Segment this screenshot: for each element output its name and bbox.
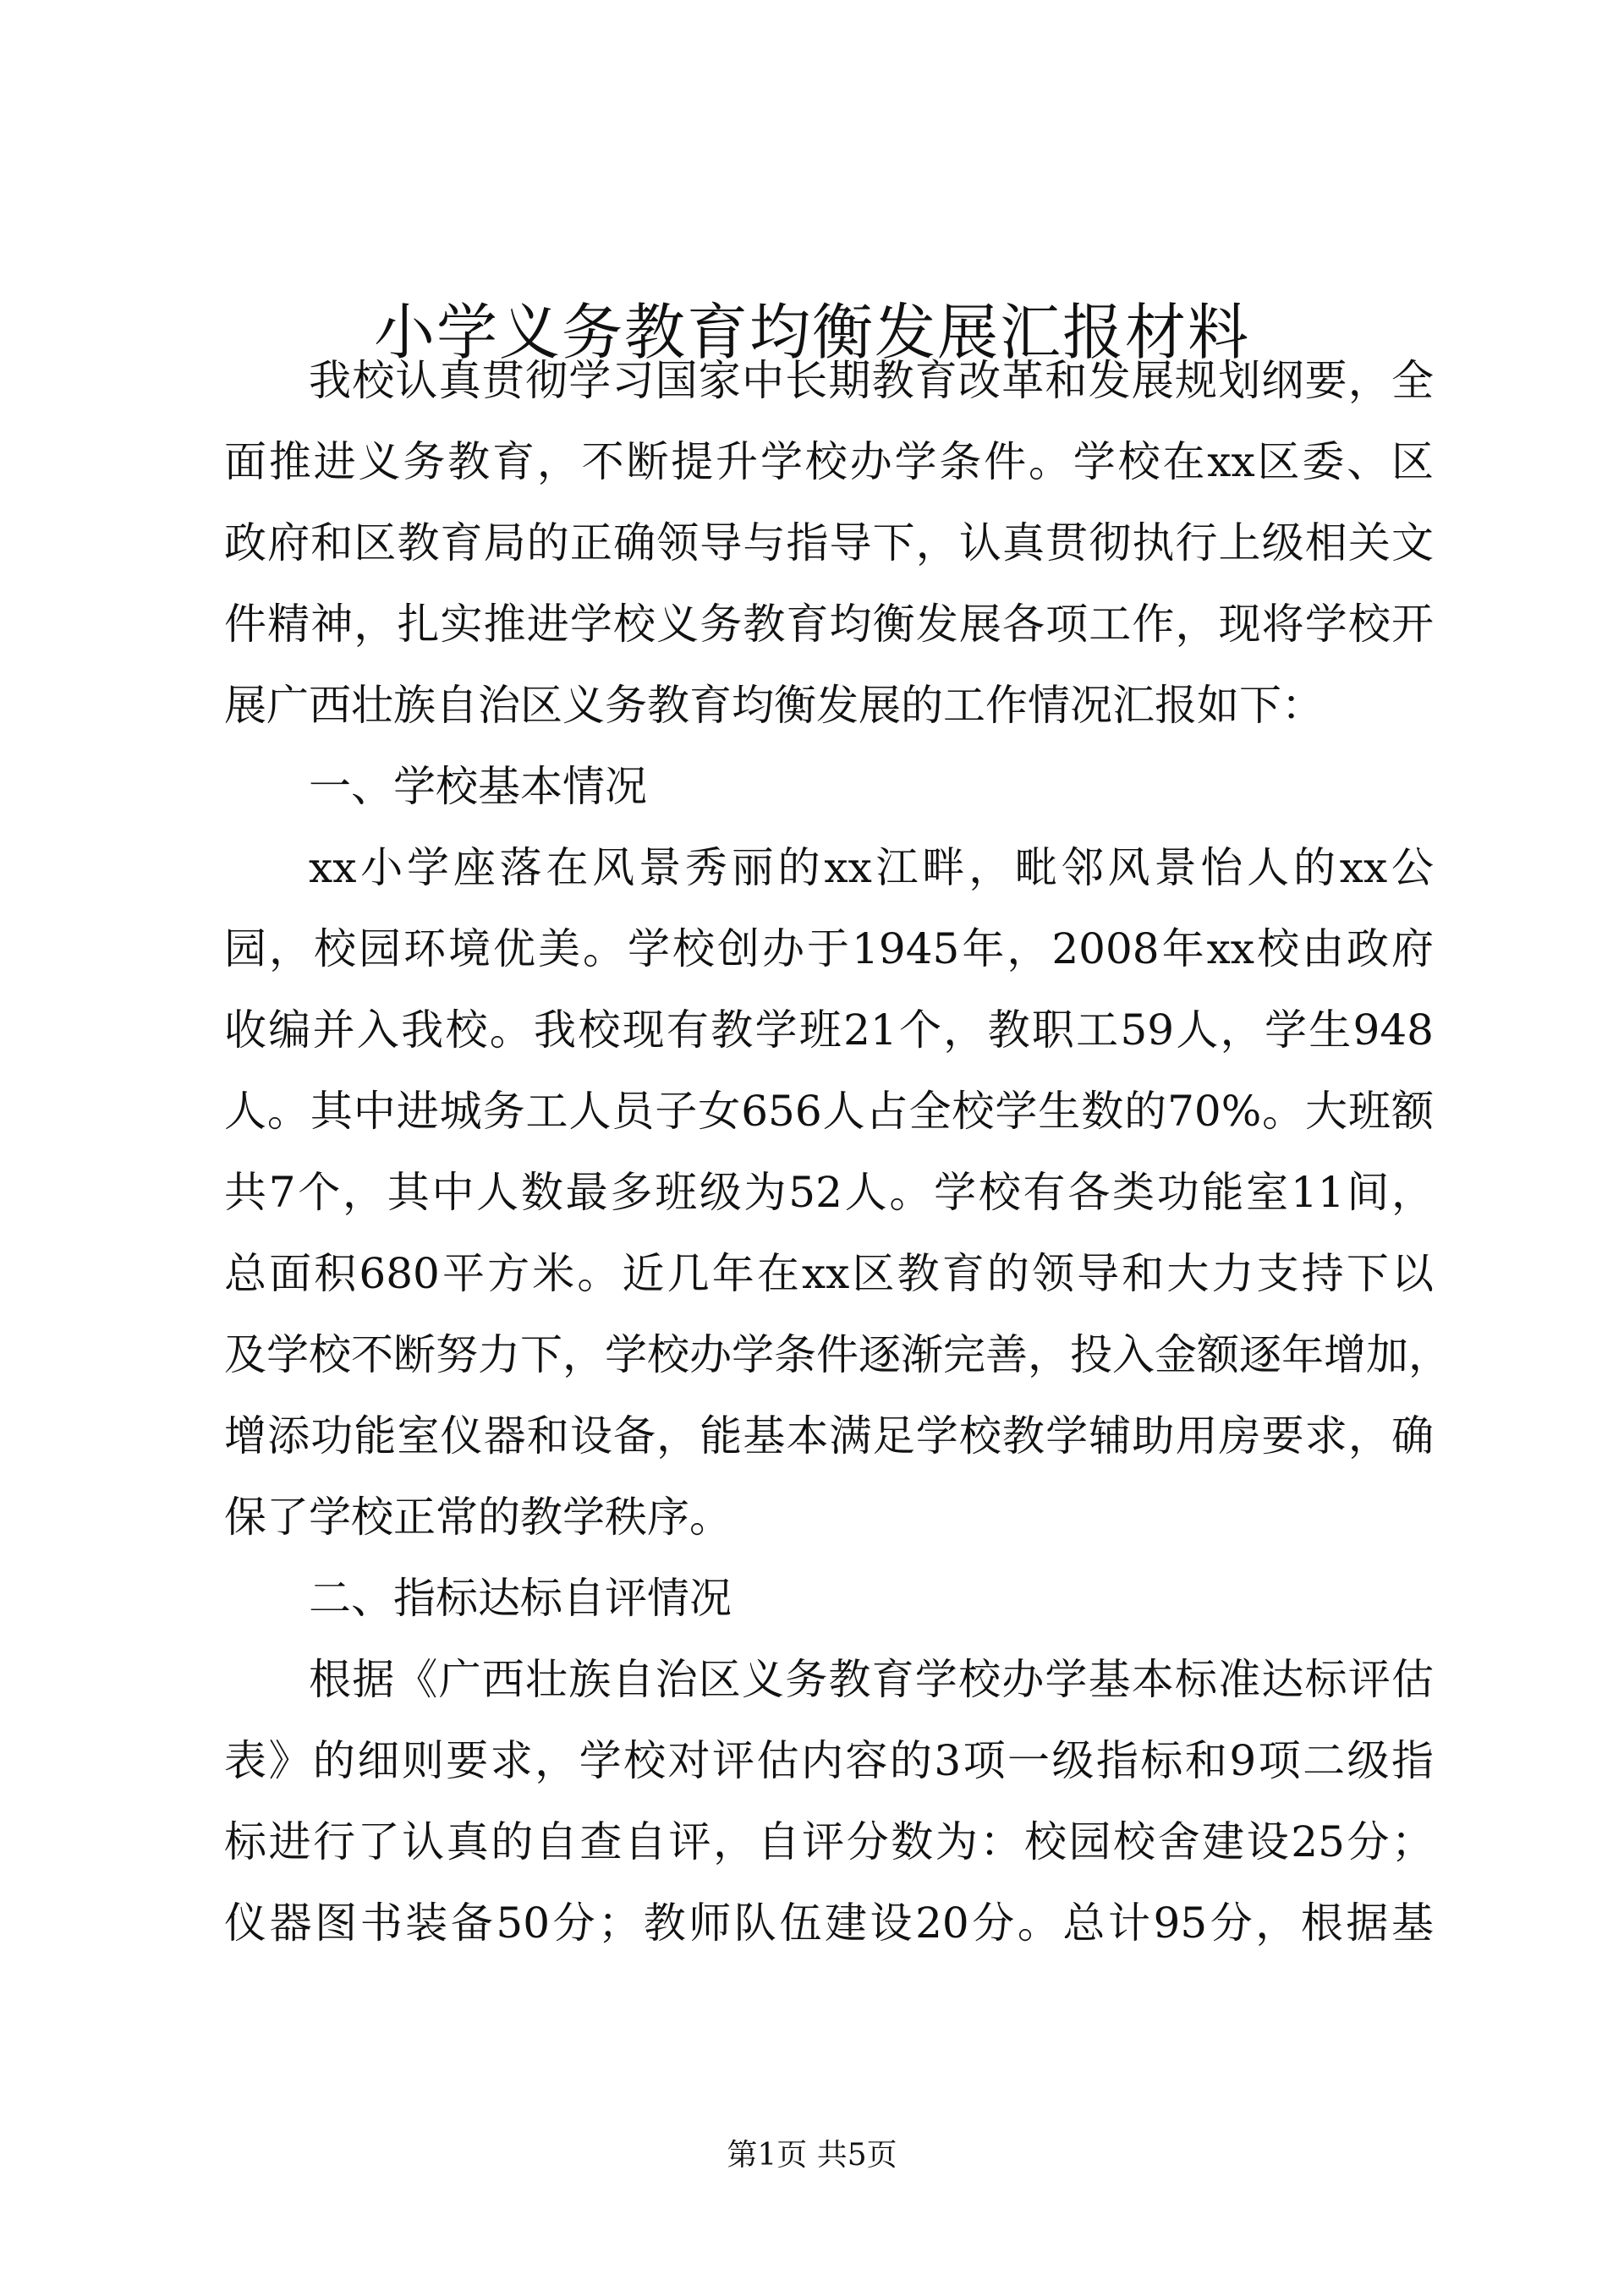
paragraph-basic-line: 人。其中进城务工人员子女656人占全校学生数的70%。大班额	[224, 1087, 1434, 1136]
paragraph-intro-line: 政府和区教育局的正确领导与指导下，认真贯彻执行上级相关文	[224, 518, 1434, 567]
document-title: 小学义务教育均衡发展汇报材料	[373, 297, 1250, 368]
paragraph-basic-line: 共7个，其中人数最多班级为52人。学校有各类功能室11间，	[224, 1168, 1434, 1217]
paragraph-intro-line: 我校认真贯彻学习国家中长期教育改革和发展规划纲要，全	[309, 356, 1434, 405]
paragraph-basic-line: 总面积680平方米。近几年在xx区教育的领导和大力支持下以	[224, 1249, 1434, 1298]
section-heading-2: 二、指标达标自评情况	[309, 1574, 732, 1623]
paragraph-intro-line: 展广西壮族自治区义务教育均衡发展的工作情况汇报如下：	[224, 681, 1324, 730]
paragraph-basic-line: 及学校不断努力下，学校办学条件逐渐完善，投入金额逐年增加，	[224, 1330, 1451, 1379]
paragraph-basic-line: 增添功能室仪器和设备，能基本满足学校教学辅助用房要求，确	[224, 1411, 1434, 1460]
paragraph-eval-line: 仪器图书装备50分；教师队伍建设20分。总计95分，根据基	[224, 1899, 1434, 1948]
section-heading-1: 一、学校基本情况	[309, 762, 647, 811]
document-body	[224, 340, 1451, 1964]
paragraph-intro-line: 件精神，扎实推进学校义务教育均衡发展各项工作，现将学校开	[224, 600, 1434, 649]
page-number: 第1页 共5页	[727, 2138, 897, 2173]
paragraph-eval-line: 表》的细则要求，学校对评估内容的3项一级指标和9项二级指	[224, 1736, 1434, 1785]
paragraph-intro-line: 面推进义务教育，不断提升学校办学条件。学校在xx区委、区	[224, 437, 1434, 486]
paragraph-basic-line: xx小学座落在风景秀丽的xx江畔，毗邻风景怡人的xx公	[309, 843, 1434, 892]
paragraph-eval-line: 根据《广西壮族自治区义务教育学校办学基本标准达标评估	[309, 1655, 1434, 1704]
paragraph-basic-line: 收编并入我校。我校现有教学班21个，教职工59人，学生948	[224, 1006, 1434, 1055]
paragraph-eval-line: 标进行了认真的自查自评，自评分数为：校园校舍建设25分；	[224, 1817, 1434, 1866]
paragraph-basic-line: 园，校园环境优美。学校创办于1945年，2008年xx校由政府	[224, 924, 1434, 973]
paragraph-basic-line: 保了学校正常的教学秩序。	[224, 1493, 732, 1542]
